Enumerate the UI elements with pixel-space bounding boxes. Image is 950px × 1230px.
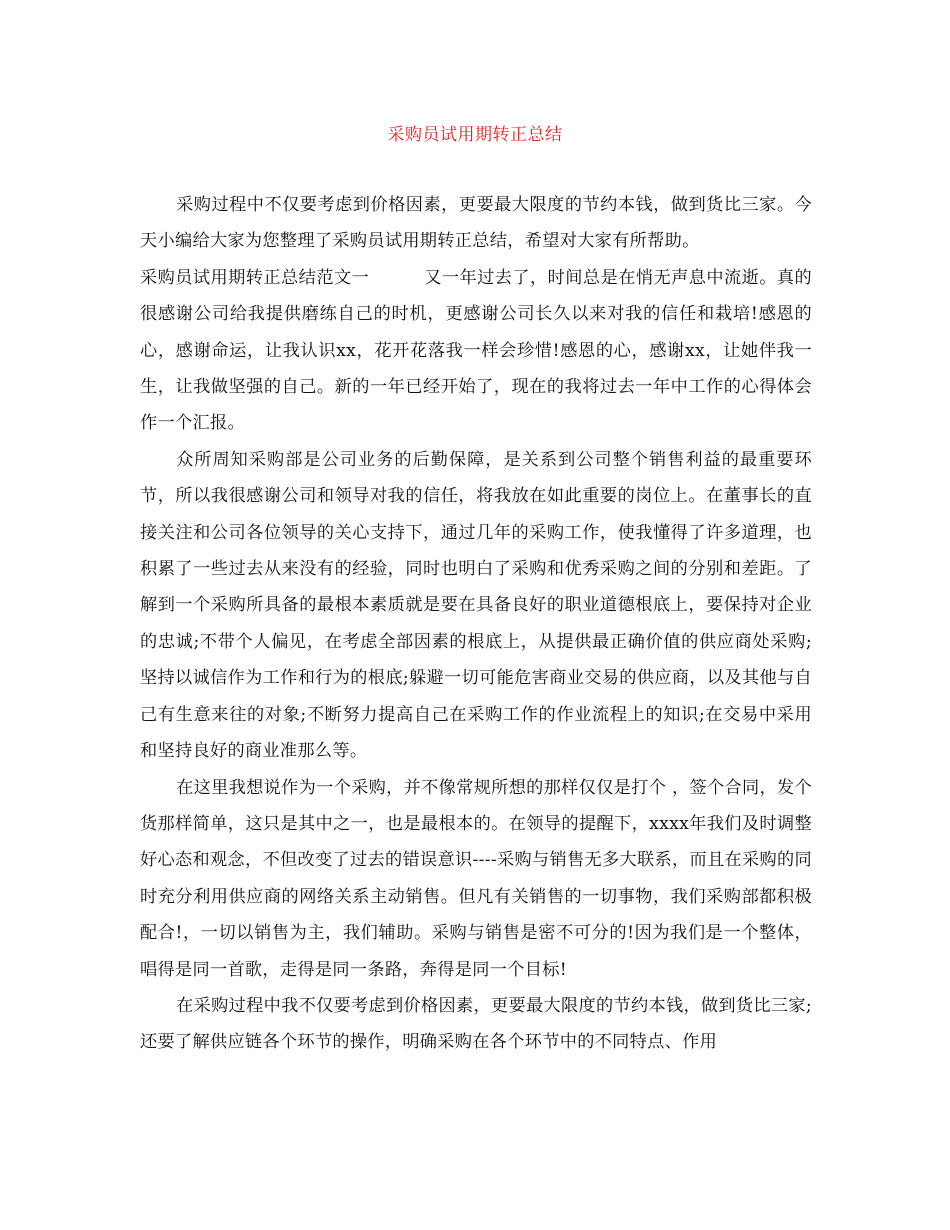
section-heading: 采购员试用期转正总结范文一 [140, 267, 370, 288]
section-first-paragraph [140, 260, 812, 442]
body-paragraph: 在这里我想说作为一个采购，并不像常规所想的那样仅仅是打个 ，签个合同，发个货那样简单，这只是其中之一，也是最根本的。在领导的提醒下，xxxx年我们及时调整好心态和观念，不但改变了过去的错误意识----采购与销售无多大联系，而且在采购的同时充分利用供应商的网络关系主动销售。但凡有关销售的一切事物，我们采购部都积极配合!，一切以销售为主，我们辅助。采购与销售是密不可分的!因为我们是一个整体，唱得是同一首歌，走得是同一条路，奔得是同一个目标! [140, 777, 812, 980]
section-first-paragraph-text: 又一年过去了，时间总是在悄无声息中流逝。真的很感谢公司给我提供磨练自己的时机，更感谢公司长久以来对我的信任和栽培!感恩的心，感谢命运，让我认识xx，花开花落我一样会珍惜!感恩的心，感谢xx，让她伴我一生，让我做坚强的自己。新的一年已经开始了，现在的我将过去一年中工作的心得体会作一个汇报。 [140, 267, 812, 434]
document-body [140, 187, 812, 1061]
document-title: 采购员试用期转正总结 [387, 125, 563, 145]
body-paragraph: 在采购过程中我不仅要考虑到价格因素，更要最大限度的节约本钱，做到货比三家;还要了解供应链各个环节的操作，明确采购在各个环节中的不同特点、作用 [140, 995, 812, 1053]
intro-paragraph: 采购过程中不仅要考虑到价格因素，更要最大限度的节约本钱，做到货比三家。今天小编给大家为您整理了采购员试用期转正总结，希望对大家有所帮助。 [140, 195, 812, 252]
body-paragraph: 众所周知采购部是公司业务的后勤保障，是关系到公司整个销售利益的最重要环节，所以我很感谢公司和领导对我的信任，将我放在如此重要的岗位上。在董事长的直接关注和公司各位领导的关心支持下，通过几年的采购工作，使我懂得了许多道理，也积累了一些过去从来没有的经验，同时也明白了采购和优秀采购之间的分别和差距。了解到一个采购所具备的最根本素质就是要在具备良好的职业道德根底上，要保持对企业的忠诚;不带个人偏见，在考虑全部因素的根底上，从提供最正确价值的供应商处采购;坚持以诚信作为工作和行为的根底;躲避一切可能危害商业交易的供应商，以及其他与自己有生意来往的对象;不断努力提高自己在采购工作的作业流程上的知识;在交易中采用和坚持良好的商业准那么等。 [140, 449, 812, 762]
